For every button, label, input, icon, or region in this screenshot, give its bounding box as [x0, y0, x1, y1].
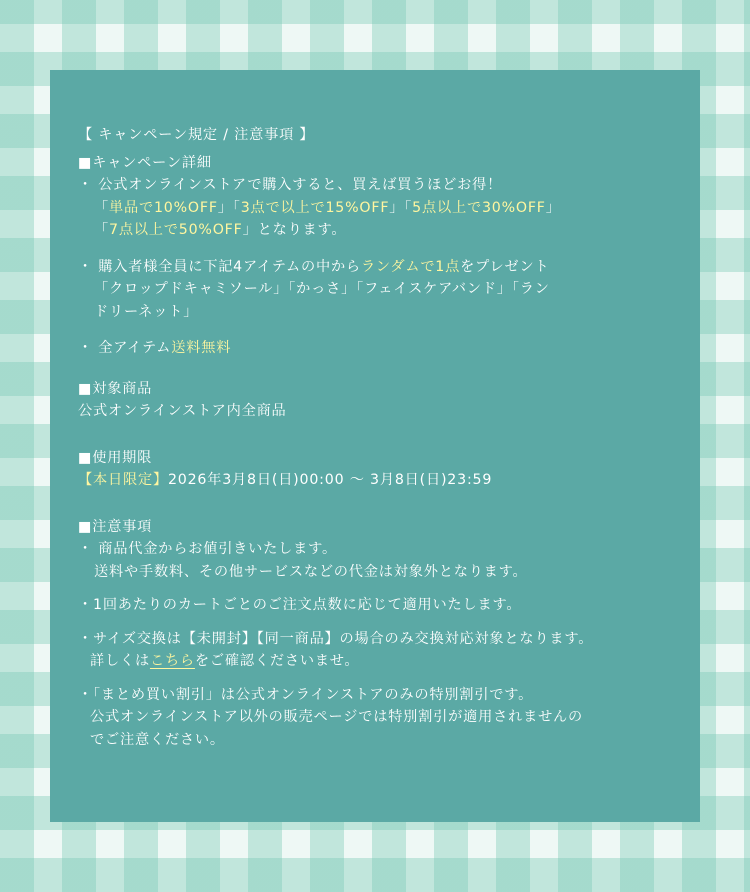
note-1-line-2: 送料や手数料、その他サービスなどの代金は対象外となります。 — [94, 563, 528, 580]
all-items-text: ・ 全アイテム — [78, 340, 172, 356]
gift-suffix: をプレゼント — [460, 258, 550, 275]
note-4-line-1: ・「まとめ買い割引」は公式オンラインストアのみの特別割引です。 — [78, 686, 534, 703]
bracket: 「 — [94, 199, 109, 216]
campaign-rules-panel — [50, 70, 700, 822]
expiry-period — [78, 469, 676, 492]
expiry-heading: ■使用期限 — [78, 449, 153, 466]
note-3-line-2 — [78, 650, 676, 673]
note-4-line-2: 公式オンラインストア以外の販売ページでは特別割引が適用されませんの — [90, 709, 584, 725]
discount-7-items: 7点以上で50%OFF — [109, 222, 243, 238]
random-gift-highlight: ランダムで1点 — [360, 258, 461, 275]
note-4-line-3: でご注意ください。 — [90, 731, 225, 748]
bracket: 」 — [545, 199, 561, 216]
discount-5-items: 5点以上で30%OFF — [412, 199, 546, 216]
panel-title: 【 キャンペーン規定 / 注意事項 】 — [78, 127, 315, 143]
target-products-heading: ■対象商品 — [78, 380, 153, 397]
note-2: ・1回あたりのカートごとのご注文点数に応じて適用いたします。 — [78, 597, 522, 613]
campaign-bullet-1: ・ 公式オンラインストアで購入すると、買えば買うほどお得！ — [78, 177, 503, 193]
target-products-text: 公式オンラインストア内全商品 — [78, 403, 287, 419]
details-link[interactable]: こちら — [149, 653, 195, 669]
suffix-text: 」となります。 — [242, 222, 347, 238]
bracket: 「 — [94, 222, 109, 238]
campaign-details-heading: ■キャンペーン詳細 — [78, 154, 212, 171]
note-3-line-1: ・サイズ交換は【未開封】【同一商品】の場合のみ交換対応対象となります。 — [78, 630, 594, 647]
confirm-text: をご確認くださいませ。 — [194, 653, 360, 669]
today-only-tag: 【本日限定】 — [78, 472, 168, 488]
gift-text: ・ 購入者様全員に下記4アイテムの中から — [78, 258, 361, 275]
discount-single: 単品で10%OFF — [109, 199, 218, 216]
gift-items-line-1: 「クロップドキャミソール」「かっさ」「フェイスケアバンド」「ラン — [94, 281, 550, 297]
free-shipping-highlight: 送料無料 — [171, 340, 232, 356]
note-1-line-1: ・ 商品代金からお値引きいたします。 — [78, 541, 337, 557]
notes-heading: ■注意事項 — [78, 518, 153, 535]
discount-3-items: 3点で以上で15%OFF — [240, 199, 390, 216]
discount-tiers-line-1 — [78, 197, 676, 220]
campaign-bullet-3 — [78, 337, 676, 360]
discount-tiers-line-2 — [78, 219, 676, 242]
expiry-dates: 2026年3月8日(日)00:00 〜 3月8日(日)23:59 — [167, 472, 493, 488]
bracket: 」「 — [217, 199, 241, 216]
details-text: 詳しくは — [90, 653, 150, 669]
bracket: 」「 — [389, 199, 413, 216]
gift-items-line-2: ドリーネット」 — [94, 303, 199, 320]
campaign-bullet-2 — [78, 256, 676, 279]
